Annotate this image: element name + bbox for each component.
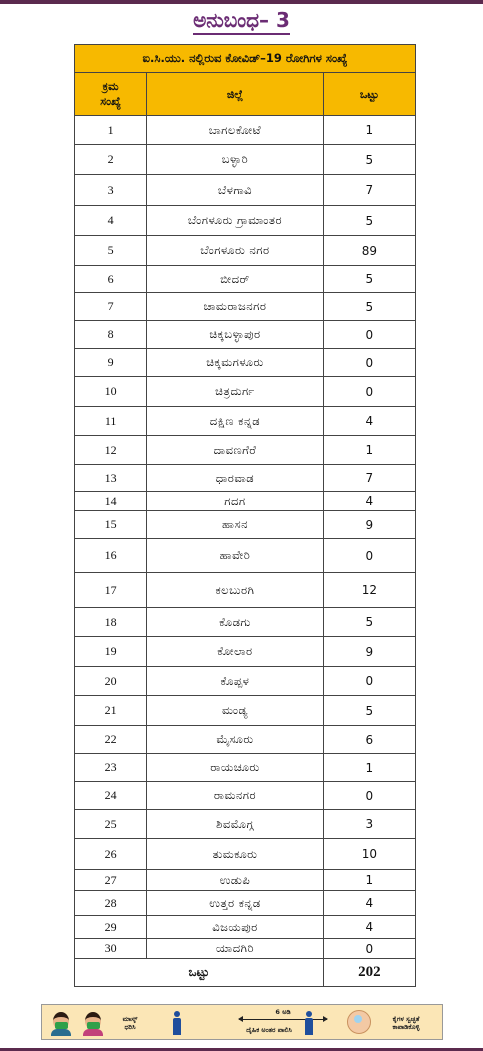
grand-total-label: ಒಟ್ಟು: [75, 959, 324, 987]
district-cell: ರಾಮನಗರ: [147, 782, 324, 810]
total-cell: 6: [323, 726, 415, 754]
distance-value: 6 ಅಡಿ: [275, 1008, 291, 1016]
district-cell: ಬೆಂಗಳೂರು ನಗರ: [147, 236, 324, 266]
serial-number-cell: 3: [75, 175, 147, 206]
person-right-icon: [304, 1011, 314, 1035]
table-row: [75, 573, 416, 608]
total-cell: 0: [323, 321, 415, 349]
district-cell: ವಿಜಯಪುರ: [147, 916, 324, 939]
table-row: [75, 916, 416, 939]
total-cell: 5: [323, 206, 415, 236]
district-cell: ಬೆಳಗಾವಿ: [147, 175, 324, 206]
top-border: [0, 0, 483, 4]
serial-number-cell: 1: [75, 116, 147, 145]
serial-number-cell: 10: [75, 377, 147, 407]
serial-number-cell: 7: [75, 293, 147, 321]
distance-message: ದೈಹಿಕ ಅಂತರ ಪಾಲಿಸಿ: [246, 1026, 292, 1034]
district-cell: ಮಂಡ್ಯ: [147, 696, 324, 726]
serial-number-cell: 25: [75, 810, 147, 839]
district-cell: ಚಿಕ್ಕಮಗಳೂರು: [147, 349, 324, 377]
serial-number-cell: 11: [75, 407, 147, 436]
total-cell: 5: [323, 608, 415, 637]
header-total: ಒಟ್ಟು: [323, 73, 415, 116]
total-cell: 5: [323, 266, 415, 293]
district-cell: ಮೈಸೂರು: [147, 726, 324, 754]
icu-patients-table: [74, 44, 416, 987]
district-cell: ಗದಗ: [147, 492, 324, 511]
mask-text-line-1: ಮಾಸ್ಕ್: [122, 1015, 138, 1023]
hand-wash-icon: [347, 1010, 371, 1034]
table-row: [75, 939, 416, 959]
hygiene-message: [376, 1015, 436, 1031]
serial-number-cell: 21: [75, 696, 147, 726]
district-cell: ಶಿವಮೊಗ್ಗ: [147, 810, 324, 839]
mask-text-line-2: ಧರಿಸಿ: [124, 1023, 136, 1031]
serial-number-cell: 19: [75, 637, 147, 667]
district-cell: ಬೀದರ್: [147, 266, 324, 293]
table-row: [75, 465, 416, 492]
table-row: [75, 349, 416, 377]
district-cell: ಹಾಸನ: [147, 511, 324, 539]
serial-number-cell: 15: [75, 511, 147, 539]
annexure-title: ಅನುಬಂಧ– 3: [193, 8, 290, 35]
district-cell: ಚಿತ್ರದುರ್ಗ: [147, 377, 324, 407]
serial-number-cell: 18: [75, 608, 147, 637]
serial-number-cell: 30: [75, 939, 147, 959]
total-cell: 5: [323, 293, 415, 321]
district-cell: ಯಾದಗಿರಿ: [147, 939, 324, 959]
total-cell: 0: [323, 782, 415, 810]
serial-number-cell: 4: [75, 206, 147, 236]
table-row: [75, 726, 416, 754]
table-header-row: [75, 73, 416, 116]
serial-number-cell: 8: [75, 321, 147, 349]
table-row: [75, 870, 416, 891]
header-district: ಜಿಲ್ಲೆ: [147, 73, 324, 116]
grand-total-value: 202: [323, 959, 415, 987]
serial-number-cell: 5: [75, 236, 147, 266]
table-row: [75, 266, 416, 293]
district-cell: ದಾವಣಗೆರೆ: [147, 436, 324, 465]
table-row: [75, 667, 416, 696]
district-cell: ಬಳ್ಳಾರಿ: [147, 145, 324, 175]
covid-awareness-banner: [41, 1004, 443, 1040]
table-total-row: [75, 959, 416, 987]
serial-number-cell: 9: [75, 349, 147, 377]
table-row: [75, 608, 416, 637]
table-row: [75, 754, 416, 782]
table-row: [75, 696, 416, 726]
table-row: [75, 891, 416, 916]
district-cell: ಉತ್ತರ ಕನ್ನಡ: [147, 891, 324, 916]
total-cell: 0: [323, 667, 415, 696]
serial-number-cell: 12: [75, 436, 147, 465]
serial-number-cell: 27: [75, 870, 147, 891]
table-row: [75, 492, 416, 511]
mask-message: [110, 1015, 150, 1031]
total-cell: 4: [323, 891, 415, 916]
hygiene-text-line-1: ಕೈಗಳ ಸ್ವಚ್ಛತೆ: [392, 1015, 420, 1023]
district-cell: ಕೊಡಗು: [147, 608, 324, 637]
district-cell: ಹಾವೇರಿ: [147, 539, 324, 573]
table-row: [75, 810, 416, 839]
district-cell: ಬೆಂಗಳೂರು ಗ್ರಾಮಾಂತರ: [147, 206, 324, 236]
table-row: [75, 407, 416, 436]
table-caption-row: [75, 45, 416, 73]
total-cell: 89: [323, 236, 415, 266]
district-cell: ಧಾರವಾಡ: [147, 465, 324, 492]
total-cell: 9: [323, 637, 415, 667]
table-row: [75, 539, 416, 573]
person-left-icon: [172, 1011, 182, 1035]
table-body: [75, 116, 416, 959]
district-cell: ಕೊಪ್ಪಳ: [147, 667, 324, 696]
serial-number-cell: 16: [75, 539, 147, 573]
total-cell: 1: [323, 754, 415, 782]
district-cell: ಚಾಮರಾಜನಗರ: [147, 293, 324, 321]
serial-number-cell: 24: [75, 782, 147, 810]
total-cell: 5: [323, 145, 415, 175]
total-cell: 1: [323, 436, 415, 465]
total-cell: 0: [323, 377, 415, 407]
table-row: [75, 321, 416, 349]
district-cell: ದಕ್ಷಿಣ ಕನ್ನಡ: [147, 407, 324, 436]
district-cell: ಬಾಗಲಕೋಟೆ: [147, 116, 324, 145]
total-cell: 7: [323, 175, 415, 206]
serial-number-cell: 17: [75, 573, 147, 608]
total-cell: 1: [323, 116, 415, 145]
total-cell: 4: [323, 916, 415, 939]
total-cell: 4: [323, 492, 415, 511]
district-cell: ತುಮಕೂರು: [147, 839, 324, 870]
table-row: [75, 377, 416, 407]
total-cell: 10: [323, 839, 415, 870]
total-cell: 9: [323, 511, 415, 539]
table-row: [75, 436, 416, 465]
table-row: [75, 236, 416, 266]
header-serial-line-2: ಸಂಖ್ಯೆ: [100, 95, 121, 108]
page-title: [0, 8, 483, 32]
total-cell: 3: [323, 810, 415, 839]
total-cell: 1: [323, 870, 415, 891]
table-row: [75, 511, 416, 539]
serial-number-cell: 2: [75, 145, 147, 175]
district-cell: ಕಲಬುರಗಿ: [147, 573, 324, 608]
total-cell: 12: [323, 573, 415, 608]
total-cell: 0: [323, 539, 415, 573]
district-cell: ಚಿಕ್ಕಬಳ್ಳಾಪುರ: [147, 321, 324, 349]
masked-woman-icon: [82, 1010, 104, 1036]
total-cell: 7: [323, 465, 415, 492]
table-row: [75, 175, 416, 206]
table-row: [75, 116, 416, 145]
table-row: [75, 206, 416, 236]
serial-number-cell: 14: [75, 492, 147, 511]
header-serial-number: [75, 73, 147, 116]
district-cell: ಉಡುಪಿ: [147, 870, 324, 891]
hygiene-text-line-2: ಕಾಪಾಡಿಕೊಳ್ಳಿ: [392, 1023, 420, 1031]
masked-man-icon: [50, 1010, 72, 1036]
serial-number-cell: 20: [75, 667, 147, 696]
serial-number-cell: 23: [75, 754, 147, 782]
serial-number-cell: 26: [75, 839, 147, 870]
table-row: [75, 782, 416, 810]
serial-number-cell: 28: [75, 891, 147, 916]
total-cell: 0: [323, 349, 415, 377]
serial-number-cell: 6: [75, 266, 147, 293]
table-row: [75, 839, 416, 870]
total-cell: 4: [323, 407, 415, 436]
table-caption: ಐ.ಸಿ.ಯು. ನಲ್ಲಿರುವ ಕೋವಿಡ್–19 ರೋಗಿಗಳ ಸಂಖ್ಯೆ: [75, 45, 416, 73]
table-row: [75, 145, 416, 175]
serial-number-cell: 13: [75, 465, 147, 492]
header-serial-line-1: ಕ್ರಮ: [102, 80, 119, 93]
district-cell: ರಾಯಚೂರು: [147, 754, 324, 782]
serial-number-cell: 29: [75, 916, 147, 939]
total-cell: 5: [323, 696, 415, 726]
district-cell: ಕೋಲಾರ: [147, 637, 324, 667]
serial-number-cell: 22: [75, 726, 147, 754]
table-row: [75, 637, 416, 667]
total-cell: 0: [323, 939, 415, 959]
table-row: [75, 293, 416, 321]
